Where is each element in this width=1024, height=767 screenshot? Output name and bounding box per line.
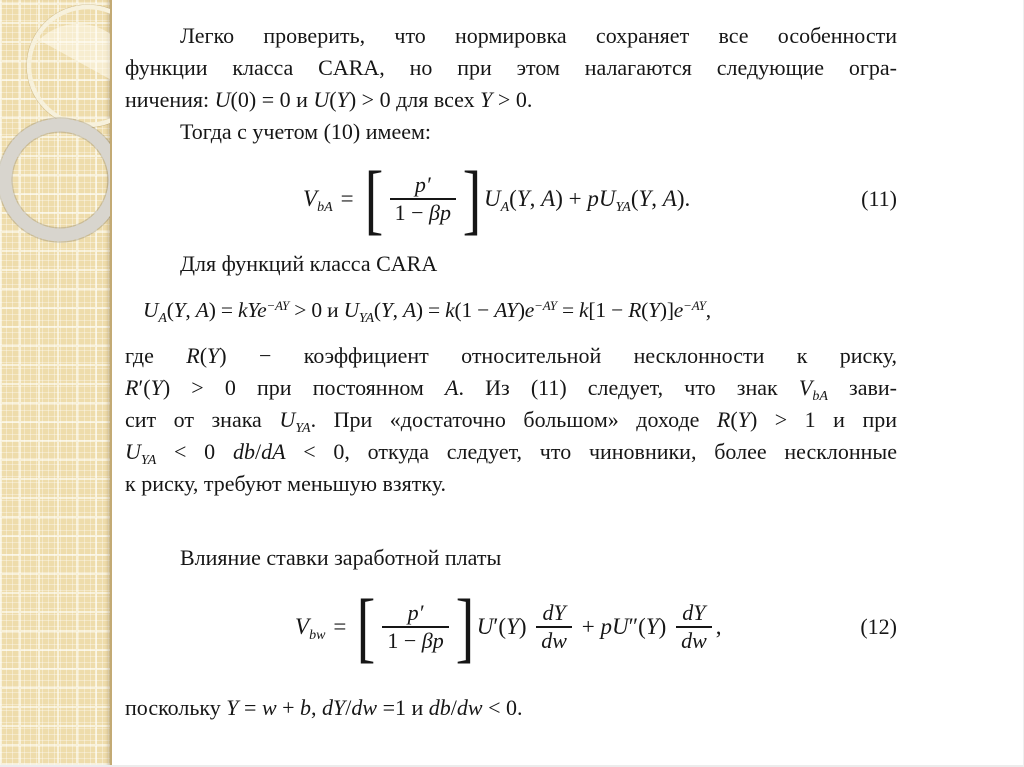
eq11-right-bracket: ] [462, 155, 482, 242]
text-line [125, 20, 897, 52]
text-run: pU [600, 614, 629, 640]
text-run: . При «достаточно большом» доходе [310, 407, 717, 433]
text-run: A [402, 298, 416, 323]
text-run: Y [638, 186, 652, 212]
text-run: ″( [628, 614, 646, 640]
text-run: pU [587, 186, 616, 212]
text-run: ( [509, 186, 517, 212]
eq12-rhs-part2 [576, 611, 672, 643]
equation-12 [125, 583, 897, 671]
text-run: e [524, 298, 535, 323]
slide-content [125, 0, 897, 724]
text-run: зави- [827, 375, 897, 401]
text-run: + [276, 695, 301, 721]
text-run: Y [336, 87, 349, 112]
eq11-left-bracket: [ [364, 155, 383, 242]
text-run: Y [506, 614, 519, 640]
line-togda: Тогда с учетом (10) имеем: [180, 119, 432, 144]
text-run: Y [380, 298, 393, 323]
text-run: Y [480, 87, 493, 112]
text-run: V [798, 375, 813, 401]
equation-cara-derivatives [143, 294, 897, 326]
text-run: ) [517, 298, 525, 323]
text-run: функции класса CARA, но при этом налагаются следующие огра- [125, 55, 897, 80]
text-run: ) [658, 614, 673, 640]
text-run: −AY [534, 298, 557, 314]
text-run: U [143, 298, 159, 323]
eq12-fraction-1 [382, 600, 448, 654]
text-run: Y [150, 375, 163, 401]
text-run: + [575, 614, 601, 640]
text-run: ( [373, 298, 381, 323]
text-run: w [261, 695, 277, 721]
text-run: A [541, 186, 556, 212]
text-run: , [705, 298, 711, 323]
text-run: U [476, 614, 494, 640]
eq11-fraction [390, 172, 456, 226]
text-run: к риску, требуют меньшую взятку. [125, 471, 447, 497]
text-run: . Из (11) следует, что знак [458, 375, 799, 401]
text-run: U [483, 186, 501, 212]
text-run: =1 и [377, 695, 429, 721]
text-run: U [279, 407, 296, 433]
text-run: ′( [138, 375, 151, 401]
text-run: U [343, 298, 359, 323]
eq11-fraction-denominator [390, 198, 456, 226]
eq12-fraction-2-numerator: dY [542, 600, 566, 626]
equation-12-body [295, 583, 722, 671]
eq12-lhs: $V_{bw}$ [295, 614, 326, 644]
text-run: e [673, 298, 684, 323]
text-run: p′ [414, 172, 431, 198]
text-run: , [392, 298, 403, 323]
text-run: A [445, 375, 459, 401]
eq11-rhs [484, 183, 690, 215]
eq12-equals: = [333, 614, 347, 640]
eq11-fraction-numerator [410, 172, 436, 198]
decorative-circles-icon [0, 0, 112, 270]
text-run: R [628, 298, 642, 323]
text-line [125, 436, 897, 468]
text-run: / [450, 695, 457, 721]
text-line [125, 372, 897, 404]
text-run: U [125, 439, 141, 465]
text-run: βp [421, 628, 444, 654]
text-run: A [662, 186, 677, 212]
text-run: ) > 1 и при [749, 407, 898, 433]
text-run: 1 − [387, 628, 422, 654]
text-run: bA [812, 389, 828, 405]
eq12-right-bracket: ] [455, 583, 475, 671]
text-run: R [186, 343, 200, 369]
eq12-trailing-comma: , [715, 614, 722, 640]
text-run: AY [494, 298, 518, 323]
text-run: Y [226, 695, 239, 721]
text-run: , [529, 186, 542, 212]
text-run: )] [659, 298, 674, 323]
text-run: / [254, 439, 262, 465]
text-run: k [445, 298, 455, 323]
eq12-fraction-3 [676, 600, 712, 654]
text-run: A [158, 311, 167, 327]
text-run: < 0. [482, 695, 523, 721]
text-run: YA [140, 453, 157, 469]
text-run: R [716, 407, 731, 433]
text-run: (1 − [454, 298, 495, 323]
text-run: Y [648, 298, 660, 323]
text-run: ) > 0 при постоянном [162, 375, 445, 401]
text-run: , [311, 695, 323, 721]
text-run: b [300, 695, 312, 721]
text-run: dw [456, 695, 483, 721]
text-run: dA [261, 439, 286, 465]
line-poskolku [125, 692, 897, 724]
text-run: , [185, 298, 196, 323]
eq12-left-bracket: [ [357, 583, 376, 671]
text-run: 1 − [394, 200, 430, 226]
text-run: YA [615, 200, 631, 216]
text-run: ) − коэффициент относительной несклонности к риску, [219, 343, 897, 369]
text-run: > 0 и [289, 298, 344, 323]
text-run: , [651, 186, 663, 212]
text-run: поскольку [125, 695, 227, 721]
text-run: ′( [493, 614, 507, 640]
text-run: Легко проверить, что нормировка сохраняет все особенности [180, 23, 897, 48]
text-run: ) > 0 для всех [348, 87, 481, 112]
text-run: Y [516, 186, 530, 212]
text-run: −AY [683, 298, 706, 314]
text-run: Y [645, 614, 659, 640]
text-run: ). [676, 186, 691, 212]
eq12-fraction-3-numerator: dY [682, 600, 706, 626]
text-run: ) + [555, 186, 588, 212]
text-run: −AY [266, 298, 290, 314]
eq11-lhs: $V_{bA}$ [303, 186, 333, 216]
text-run: dY [322, 695, 346, 721]
heading-wage-rate: Влияние ставки заработной платы [180, 545, 502, 571]
text-run: Y [173, 298, 186, 323]
text-run: db [232, 439, 255, 465]
text-run: > 0. [492, 87, 533, 112]
text-run: [1 − [588, 298, 629, 323]
text-run: ( [166, 298, 174, 323]
text-run: = [238, 695, 262, 721]
text-run: ( [730, 407, 738, 433]
paragraph-normirovka [125, 20, 897, 116]
text-run: U [214, 87, 231, 112]
eq12-rhs-part1 [477, 611, 533, 643]
text-run: / [345, 695, 352, 721]
text-run: db [428, 695, 451, 721]
text-run: YA [358, 311, 374, 327]
text-line [125, 340, 897, 372]
equation-11 [125, 155, 897, 242]
eq11-number: (11) [861, 186, 897, 212]
eq12-fraction-1-numerator [403, 600, 429, 626]
text-run: Y [737, 407, 750, 433]
text-run: dw [351, 695, 378, 721]
text-line [125, 52, 897, 84]
eq12-fraction-3-denominator: dw [676, 626, 712, 654]
text-run: Y [207, 343, 220, 369]
text-run: YA [295, 421, 311, 437]
text-run: < 0, откуда следует, что чиновники, более несклонные [285, 439, 897, 465]
text-run: ( [329, 87, 337, 112]
eq11-equals: = [340, 186, 354, 212]
text-run: ничения: [125, 87, 215, 112]
text-line [125, 84, 897, 116]
eq12-fraction-1-denominator [382, 626, 448, 654]
text-run: сит от знака [125, 407, 280, 433]
text-run: ) [518, 614, 533, 640]
equation-11-body [303, 155, 691, 242]
text-run: U [313, 87, 330, 112]
text-run: ) = [415, 298, 446, 323]
text-run: k [579, 298, 589, 323]
text-run: ) = [208, 298, 238, 323]
text-run: ( [199, 343, 208, 369]
text-run: ( [641, 298, 649, 323]
text-run: (0) = 0 и [230, 87, 314, 112]
eq12-number: (12) [860, 614, 897, 640]
text-run: ( [630, 186, 639, 212]
text-run: A [195, 298, 209, 323]
text-run: βp [429, 200, 451, 226]
text-run: kYe [237, 298, 267, 323]
text-run: R [125, 375, 139, 401]
paragraph-risk-aversion [125, 340, 897, 500]
eq12-fraction-2 [536, 600, 572, 654]
text-run: где [125, 343, 187, 369]
text-line [125, 404, 897, 436]
text-run: p′ [407, 600, 424, 626]
heading-cara: Для функций класса CARA [180, 251, 438, 277]
eq12-fraction-2-denominator: dw [536, 626, 572, 654]
text-run: < 0 [156, 439, 233, 465]
left-decor-strip [0, 0, 112, 765]
text-line [125, 468, 897, 500]
text-run: A [500, 200, 510, 216]
text-run: = [556, 298, 580, 323]
